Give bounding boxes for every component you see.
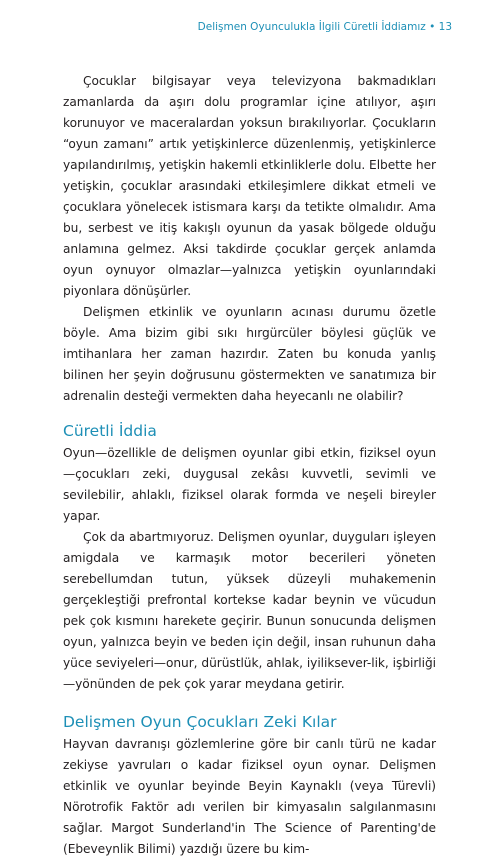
body-paragraph: Oyun—özellikle de delişmen oyunlar gibi etkin, fiziksel oyun—çocukları zeki, duygusal zekâsı kuvvetli, sevimli ve sevilebilir, ahlaklı, fiziksel olarak formda ve neşeli bireyler yapar. (63, 446, 436, 523)
running-header: Delişmen Oyunculukla İlgili Cüretli İddiamız • 13 (197, 21, 452, 33)
section-heading: Delişmen Oyun Çocukları Zeki Kılar (63, 713, 337, 731)
section-heading: Cüretli İddia (63, 422, 157, 440)
body-paragraph: Hayvan davranışı gözlemlerine göre bir canlı türü ne kadar zekiyse yavruları o kadar fiziksel oyun oynar. Delişmen etkinlik ve oyunlar beyinde Beyin Kaynaklı (veya Türevli) Nörotrofik Faktör adı verilen bir kimyasalın salgılanmasını sağlar. Margot Sunderland'in The Science of Parenting'de (Ebeveynlik Bilimi) yazdığı üzere bu kim- (63, 737, 436, 856)
page-body (63, 71, 436, 860)
body-paragraph: Çocuklar bilgisayar veya televizyona bakmadıkları zamanlarda da aşırı dolu programlar içine atılıyor, aşırı korunuyor ve maceralardan yoksun bırakılıyorlar. Çocukların “oyun zamanı” artık yetişkinlerce düzenlenmiş, yetişkinlerce yapılandırılmış, yetişkin hakemli etkinliklerle dolu. Elbette her yetişkin, çocuklar arasındaki etkileşimlere dikkat etmeli ve çocuklara yönelecek istismara karşı da tetikte olmalıdır. Ama bu, serbest ve itiş kakışlı oyunun da yasak bölgede olduğu anlamına gelmez. Aksi takdirde çocuklar gerçek anlamda oyun oynuyor olmazlar—yalnızca yetişkin oyunlarındaki piyonlara dönüşürler. (63, 74, 436, 298)
body-paragraph: Delişmen etkinlik ve oyunların acınası durumu özetle böyle. Ama bizim gibi sıkı hırgürcüler böylesi güçlük ve imtihanlara her zaman hazırdır. Zaten bu konuda yanlış bilinen her şeyin doğrusunu göstermekten ve sanatımıza bir adrenalin desteği vermekten daha heyecanlı ne olabilir? (63, 305, 436, 403)
body-paragraph: Çok da abartmıyoruz. Delişmen oyunlar, duyguları işleyen amigdala ve karmaşık motor becerileri yöneten serebellumdan tutun, yüksek düzeyli muhakemenin gerçekleştiği prefrontal kortekse kadar beynin ve vücudun pek çok kısmını harekete geçirir. Bunun sonucunda delişmen oyun, yalnızca beyin ve beden için değil, insan ruhunun daha yüce seviyeleri—onur, dürüstlük, ahlak, iyiliksever-lik, işbirliği—yönünden de pek çok yarar meydana getirir. (63, 530, 436, 691)
